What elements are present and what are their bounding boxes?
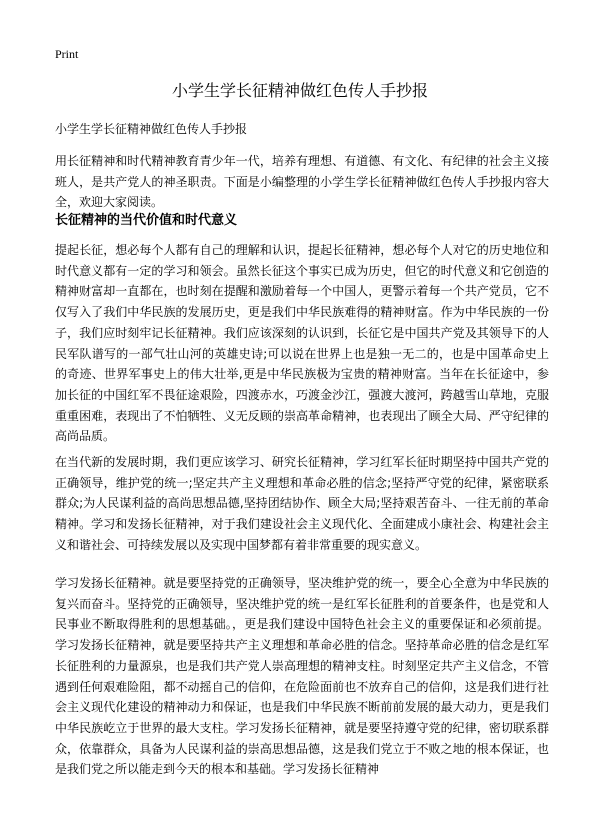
intro-paragraph: 用长征精神和时代精神教育青少年一代，培养有理想、有道德、有文化、有纪律的社会主义接班人，是共产党人的神圣职责。下面是小编整理的小学生学长征精神做红色传人手抄报内容大全，欢迎大家阅读。 bbox=[55, 154, 549, 210]
page-title: 小学生学长征精神做红色传人手抄报 bbox=[171, 81, 428, 100]
section-heading: 长征精神的当代价值和时代意义 bbox=[55, 213, 238, 228]
body-paragraph-3: 学习发扬长征精神。就是要坚持党的正确领导，坚决维护党的统一，要全心全意为中华民族的复兴而奋斗。坚持党的正确领导，坚决维护党的统一是红军长征胜利的首要条件，也是党和人民事业不断取得胜利的思想基础。，更是我们建设中国特色社会主义的重要保证和必须前提。学习发扬长征精神，就是要坚持共产主义理想和革命必胜的信念。坚持革命必胜的信念是红军长征胜利的力量源泉，也是我们共产党人崇高理想的精神支柱。时刻坚定共产主义信念，不管遇到任何艰难险阻，都不动摇自己的信仰，在危险面前也不放弃自己的信仰，这是我们进行社会主义现代化建设的精神动力和保证，也是我们中华民族不断前前发展的最大动力，更是我们中华民族屹立于世界的最大支柱。学习发扬长征精神，就是要坚持遵守党的纪律，密切联系群众，依靠群众，具备为人民谋利益的崇高思想品德，这是我们党立于不败之地的根本保证，也是我们党之所以能走到今天的根本和基础。学习发扬长征精神 bbox=[55, 576, 549, 777]
print-label: Print bbox=[55, 47, 79, 61]
body-paragraph-2: 在当代新的发展时期，我们更应该学习、研究长征精神，学习红军长征时期坚持中国共产党的正确领导，维护党的统一;坚定共产主义理想和革命必胜的信念;坚持严守党的纪律，紧密联系群众;为人民谋利益的高尚思想品德,坚持团结协作、顾全大局;坚持艰苦奋斗、一往无前的革命精神。学习和发扬长征精神，对于我们建设社会主义现代化、全面建成小康社会、构建社会主义和谐社会、可持续发展以及实现中国梦都有着非常重要的现实意义。 bbox=[55, 455, 549, 552]
body-paragraph-1: 提起长征，想必每个人都有自己的理解和认识，提起长征精神，想必每个人对它的历史地位和时代意义都有一定的学习和领会。虽然长征这个事实已成为历史，但它的时代意义和它创造的精神财富却一直都在，也时刻在提醒和激励着每一个中国人，更警示着每一个共产党员，它不仅写入了我们中华民族的发展历史，更是我们中华民族难得的精神财富。作为中华民族的一份子，我们应时刻牢记长征精神。我们应该深刻的认识到，长征它是中国共产党及其领导下的人民军队谱写的一部气壮山河的英雄史诗;可以说在世界上也是独一无二的，也是中国革命史上的奇迹、世界军事史上的伟大壮举,更是中华民族极为宝贵的精神财富。当年在长征途中，参加长征的中国红军不畏征途艰险，四渡赤水，巧渡金沙江，强渡大渡河，跨越雪山草地，克服重重困难，表现出了不怕牺牲、义无反顾的崇高革命精神，也表现出了顾全大局、严守纪律的高尚品质。 bbox=[55, 243, 549, 444]
article-subtitle: 小学生学长征精神做红色传人手抄报 bbox=[55, 122, 248, 136]
